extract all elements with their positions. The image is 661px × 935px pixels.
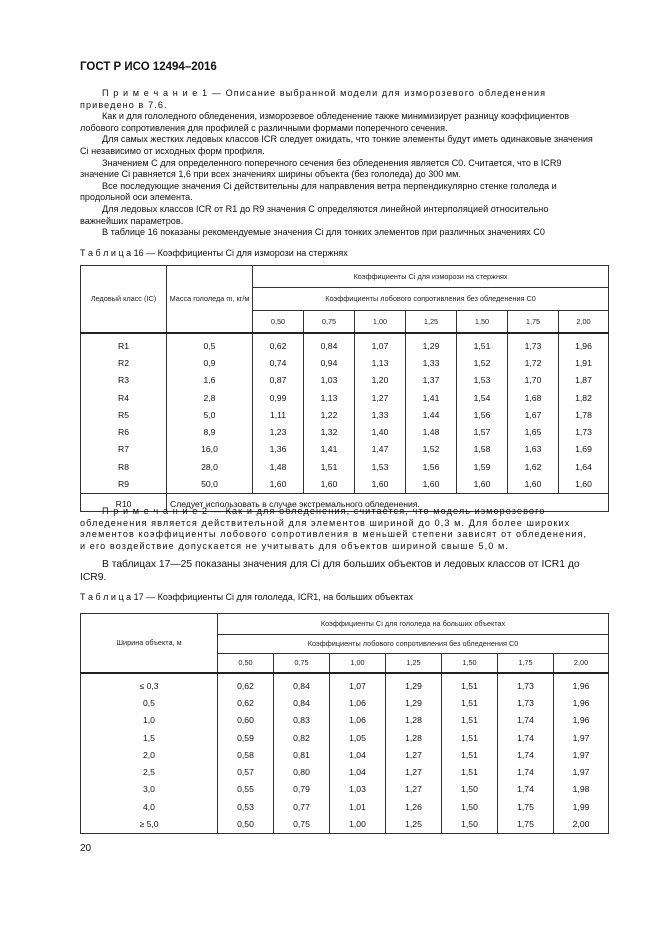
width-cell: 4,0 bbox=[81, 798, 218, 815]
mass-cell: 0,5 bbox=[167, 333, 253, 354]
table-row bbox=[81, 333, 609, 354]
ice-class-cell: R4 bbox=[81, 389, 167, 406]
coefficient-cell: 0,50 bbox=[218, 815, 274, 833]
ice-class-cell: R1 bbox=[81, 333, 167, 354]
width-cell: 1,0 bbox=[81, 712, 218, 729]
header-ice-class: Ледовый класс (IC) bbox=[81, 266, 167, 334]
coefficient-cell: 1,04 bbox=[330, 746, 386, 763]
ice-class-cell: R8 bbox=[81, 458, 167, 475]
coefficient-cell: 1,60 bbox=[304, 475, 355, 493]
table-row bbox=[81, 729, 609, 746]
coefficient-cell: 1,40 bbox=[355, 423, 406, 440]
table-row bbox=[81, 781, 609, 798]
header-group: Коэффициенты Ci для изморози на стержнях bbox=[253, 266, 609, 288]
coefficient-cell: 1,97 bbox=[554, 746, 609, 763]
intro-text bbox=[80, 88, 594, 239]
coefficient-cell: 1,29 bbox=[406, 333, 457, 354]
coefficient-cell: 1,51 bbox=[442, 746, 498, 763]
page-number: 20 bbox=[80, 843, 92, 854]
width-cell: 2,0 bbox=[81, 746, 218, 763]
coefficient-cell: 1,27 bbox=[355, 389, 406, 406]
coefficient-cell: 1,05 bbox=[330, 729, 386, 746]
header-mass: Масса гололеда m, кг/м bbox=[167, 266, 253, 334]
header-width: Ширина объекта, м bbox=[81, 614, 218, 674]
coefficient-cell: 0,74 bbox=[253, 354, 304, 371]
coefficient-cell: 1,50 bbox=[442, 815, 498, 833]
table-row bbox=[81, 372, 609, 389]
c0-value: 1,50 bbox=[442, 654, 498, 674]
coefficient-cell: 0,55 bbox=[218, 781, 274, 798]
table-row bbox=[81, 763, 609, 780]
table-16 bbox=[80, 265, 609, 512]
coefficient-cell: 1,57 bbox=[457, 423, 508, 440]
coefficient-cell: 1,29 bbox=[386, 673, 442, 694]
mass-cell: 50,0 bbox=[167, 475, 253, 493]
coefficient-cell: 1,48 bbox=[253, 458, 304, 475]
coefficient-cell: 1,52 bbox=[457, 354, 508, 371]
coefficient-cell: 1,13 bbox=[355, 354, 406, 371]
ice-class-cell: R2 bbox=[81, 354, 167, 371]
mass-cell: 28,0 bbox=[167, 458, 253, 475]
header-sub: Коэффициенты лобового сопротивления без обледенения С0 bbox=[253, 287, 609, 311]
coefficient-cell: 0,99 bbox=[253, 389, 304, 406]
coefficient-cell: 1,73 bbox=[498, 694, 554, 711]
coefficient-cell: 1,41 bbox=[304, 441, 355, 458]
coefficient-cell: 1,74 bbox=[498, 781, 554, 798]
coefficient-cell: 0,80 bbox=[274, 763, 330, 780]
table-row bbox=[81, 746, 609, 763]
coefficient-cell: 1,60 bbox=[253, 475, 304, 493]
ice-class-cell: R6 bbox=[81, 423, 167, 440]
coefficient-cell: 1,28 bbox=[386, 729, 442, 746]
coefficient-cell: 1,51 bbox=[442, 694, 498, 711]
coefficient-cell: 0,87 bbox=[253, 372, 304, 389]
coefficient-cell: 1,06 bbox=[330, 694, 386, 711]
coefficient-cell: 1,44 bbox=[406, 406, 457, 423]
coefficient-cell: 1,50 bbox=[442, 781, 498, 798]
coefficient-cell: 1,22 bbox=[304, 406, 355, 423]
c0-value: 1,25 bbox=[406, 311, 457, 333]
c0-value: 2,00 bbox=[559, 311, 609, 333]
coefficient-cell: 1,53 bbox=[355, 458, 406, 475]
coefficient-cell: 1,48 bbox=[406, 423, 457, 440]
coefficient-cell: 1,96 bbox=[554, 673, 609, 694]
c0-value: 0,50 bbox=[218, 654, 274, 674]
paragraph: Для самых жестких ледовых классов ICR следует ожидать, что тонкие элементы будут иметь одинаковые значения Ci независимо от исходных форм профиля. bbox=[80, 134, 593, 156]
coefficient-cell: 1,29 bbox=[386, 694, 442, 711]
coefficient-cell: 1,74 bbox=[498, 763, 554, 780]
coefficient-cell: 1,73 bbox=[508, 333, 559, 354]
coefficient-cell: 1,50 bbox=[442, 798, 498, 815]
header-sub: Коэффициенты лобового сопротивления без обледенения С0 bbox=[218, 635, 609, 654]
table-row bbox=[81, 673, 609, 694]
coefficient-cell: 1,52 bbox=[406, 441, 457, 458]
coefficient-cell: 1,75 bbox=[498, 798, 554, 815]
coefficient-cell: 1,47 bbox=[355, 441, 406, 458]
coefficient-cell: 1,63 bbox=[508, 441, 559, 458]
table17-caption: Т а б л и ц а 17 — Коэффициенты Ci для гололеда, ICR1, на больших объектах bbox=[80, 592, 413, 602]
coefficient-cell: 1,69 bbox=[559, 441, 609, 458]
coefficient-cell: 1,51 bbox=[442, 729, 498, 746]
c0-value: 1,00 bbox=[355, 311, 406, 333]
mass-cell: 16,0 bbox=[167, 441, 253, 458]
coefficient-cell: 1,72 bbox=[508, 354, 559, 371]
coefficient-cell: 1,41 bbox=[406, 389, 457, 406]
coefficient-cell: 1,11 bbox=[253, 406, 304, 423]
table-row bbox=[81, 815, 609, 833]
coefficient-cell: 0,82 bbox=[274, 729, 330, 746]
coefficient-cell: 1,60 bbox=[406, 475, 457, 493]
c0-value: 1,75 bbox=[498, 654, 554, 674]
coefficient-cell: 1,91 bbox=[559, 354, 609, 371]
coefficient-cell: 1,51 bbox=[304, 458, 355, 475]
coefficient-cell: 1,64 bbox=[559, 458, 609, 475]
coefficient-cell: 1,03 bbox=[304, 372, 355, 389]
coefficient-cell: 0,84 bbox=[274, 673, 330, 694]
coefficient-cell: 0,62 bbox=[218, 673, 274, 694]
table-row bbox=[81, 423, 609, 440]
ice-class-cell: R10 bbox=[81, 493, 167, 511]
coefficient-cell: 1,97 bbox=[554, 763, 609, 780]
coefficient-cell: 1,07 bbox=[355, 333, 406, 354]
coefficient-cell: 1,62 bbox=[508, 458, 559, 475]
coefficient-cell: 1,53 bbox=[457, 372, 508, 389]
coefficient-cell: 1,65 bbox=[508, 423, 559, 440]
coefficient-cell: 2,00 bbox=[554, 815, 609, 833]
paragraph: Для ледовых классов ICR от R1 до R9 значения С определяются линейной интерполяцией относительно важнейших параметров. bbox=[80, 203, 549, 226]
coefficient-cell: 1,36 bbox=[253, 441, 304, 458]
c0-value: 1,50 bbox=[457, 311, 508, 333]
coefficient-cell: 1,28 bbox=[386, 712, 442, 729]
coefficient-cell: 1,04 bbox=[330, 763, 386, 780]
coefficient-cell: 1,13 bbox=[304, 389, 355, 406]
paragraph: Значением С для определенного поперечного сечения без обледенения является С0. Считается, что в ICR9 значение Ci равняется 1,6 при всех значениях ширины объекта (без гололеда) до 300 мм. bbox=[80, 157, 562, 180]
coefficient-cell: 0,84 bbox=[304, 333, 355, 354]
coefficient-cell: 1,26 bbox=[386, 798, 442, 815]
document-title: ГОСТ Р ИСО 12494–2016 bbox=[80, 61, 217, 73]
coefficient-cell: 1,33 bbox=[355, 406, 406, 423]
table-row bbox=[81, 694, 609, 711]
width-cell: ≥ 5,0 bbox=[81, 815, 218, 833]
coefficient-cell: 0,75 bbox=[274, 815, 330, 833]
coefficient-cell: 1,01 bbox=[330, 798, 386, 815]
coefficient-cell: 1,58 bbox=[457, 441, 508, 458]
coefficient-cell: 1,51 bbox=[442, 763, 498, 780]
coefficient-cell: 1,98 bbox=[554, 781, 609, 798]
c0-value: 1,75 bbox=[508, 311, 559, 333]
coefficient-cell: 1,96 bbox=[559, 333, 609, 354]
coefficient-cell: 1,23 bbox=[253, 423, 304, 440]
mass-cell: 5,0 bbox=[167, 406, 253, 423]
coefficient-cell: 0,57 bbox=[218, 763, 274, 780]
coefficient-cell: 1,74 bbox=[498, 729, 554, 746]
coefficient-cell: 1,82 bbox=[559, 389, 609, 406]
table-row bbox=[81, 354, 609, 371]
coefficient-cell: 1,74 bbox=[498, 746, 554, 763]
coefficient-cell: 1,96 bbox=[554, 694, 609, 711]
coefficient-cell: 1,59 bbox=[457, 458, 508, 475]
coefficient-cell: 0,58 bbox=[218, 746, 274, 763]
coefficient-cell: 1,68 bbox=[508, 389, 559, 406]
coefficient-cell: 1,06 bbox=[330, 712, 386, 729]
coefficient-cell: 0,62 bbox=[253, 333, 304, 354]
coefficient-cell: 0,81 bbox=[274, 746, 330, 763]
coefficient-cell: 1,60 bbox=[457, 475, 508, 493]
table-row bbox=[81, 475, 609, 493]
width-cell: 3,0 bbox=[81, 781, 218, 798]
c0-value: 1,25 bbox=[386, 654, 442, 674]
note-1: П р и м е ч а н и е 1 — Описание выбранной модели для изморозевого обледенения приведено в 7.6. bbox=[80, 88, 547, 110]
coefficient-cell: 1,56 bbox=[406, 458, 457, 475]
coefficient-cell: 1,03 bbox=[330, 781, 386, 798]
paragraph: В таблице 16 показаны рекомендуемые значения Ci для тонких элементов при различных значениях С0 bbox=[102, 227, 545, 238]
table-row bbox=[81, 406, 609, 423]
coefficient-cell: 1,51 bbox=[457, 333, 508, 354]
coefficient-cell: 1,56 bbox=[457, 406, 508, 423]
ice-class-cell: R5 bbox=[81, 406, 167, 423]
width-cell: ≤ 0,3 bbox=[81, 673, 218, 694]
coefficient-cell: 0,53 bbox=[218, 798, 274, 815]
coefficient-cell: 0,83 bbox=[274, 712, 330, 729]
coefficient-cell: 1,51 bbox=[442, 673, 498, 694]
coefficient-cell: 1,33 bbox=[406, 354, 457, 371]
ice-class-cell: R7 bbox=[81, 441, 167, 458]
mass-cell: 0,9 bbox=[167, 354, 253, 371]
c0-value: 0,75 bbox=[304, 311, 355, 333]
coefficient-cell: 1,73 bbox=[498, 673, 554, 694]
ice-class-cell: R3 bbox=[81, 372, 167, 389]
coefficient-cell: 1,07 bbox=[330, 673, 386, 694]
coefficient-cell: 1,25 bbox=[386, 815, 442, 833]
coefficient-cell: 1,60 bbox=[355, 475, 406, 493]
ice-class-cell: R9 bbox=[81, 475, 167, 493]
coefficient-cell: 1,32 bbox=[304, 423, 355, 440]
coefficient-cell: 0,62 bbox=[218, 694, 274, 711]
coefficient-cell: 1,51 bbox=[442, 712, 498, 729]
header-group: Коэффициенты Ci для гололеда на больших объектах bbox=[218, 614, 609, 635]
table-row bbox=[81, 441, 609, 458]
table-row bbox=[81, 712, 609, 729]
paragraph: Как и для гололедного обледенения, изморозевое обледенение также минимизирует разницу коэффициентов лобового сопротивления для профилей с различными формами поперечного сечения. bbox=[80, 111, 570, 133]
coefficient-cell: 1,78 bbox=[559, 406, 609, 423]
coefficient-cell: 1,37 bbox=[406, 372, 457, 389]
coefficient-cell: 0,84 bbox=[274, 694, 330, 711]
c0-value: 0,75 bbox=[274, 654, 330, 674]
coefficient-cell: 1,60 bbox=[508, 475, 559, 493]
coefficient-cell: 1,60 bbox=[559, 475, 609, 493]
coefficient-cell: 1,54 bbox=[457, 389, 508, 406]
width-cell: 1,5 bbox=[81, 729, 218, 746]
coefficient-cell: 0,60 bbox=[218, 712, 274, 729]
c0-value: 2,00 bbox=[554, 654, 609, 674]
coefficient-cell: 1,87 bbox=[559, 372, 609, 389]
width-cell: 2,5 bbox=[81, 763, 218, 780]
coefficient-cell: 1,27 bbox=[386, 781, 442, 798]
coefficient-cell: 1,73 bbox=[559, 423, 609, 440]
coefficient-cell: 0,79 bbox=[274, 781, 330, 798]
table-17 bbox=[80, 613, 609, 834]
coefficient-cell: 1,96 bbox=[554, 712, 609, 729]
note-cell: Следует использовать в случае экстремального обледенения. bbox=[167, 493, 609, 511]
c0-value: 1,00 bbox=[330, 654, 386, 674]
coefficient-cell: 1,67 bbox=[508, 406, 559, 423]
table-row bbox=[81, 389, 609, 406]
mass-cell: 1,6 bbox=[167, 372, 253, 389]
width-cell: 0,5 bbox=[81, 694, 218, 711]
paragraph: Все последующие значения Ci действительны для направления ветра перпендикулярно стенке гололеда и продольной оси элемента. bbox=[80, 180, 557, 203]
coefficient-cell: 1,97 bbox=[554, 729, 609, 746]
coefficient-cell: 1,74 bbox=[498, 712, 554, 729]
note-2-block bbox=[80, 506, 594, 552]
coefficient-cell: 0,94 bbox=[304, 354, 355, 371]
table-row bbox=[81, 458, 609, 475]
tables-intro bbox=[80, 558, 594, 584]
note-2: П р и м е ч а н и е 2 — Как и для обледенения, считается, что модель изморозевого обледенения является действительной для элементов шириной до 0,3 м. Для более широких элементов коэффициенты лобового сопротивления в меньшей степени зависят от обледенения, и его воздействие допускается не учитывать для объектов шириной свыше 5,0 м. bbox=[80, 506, 588, 551]
coefficient-cell: 1,75 bbox=[498, 815, 554, 833]
paragraph: В таблицах 17—25 показаны значения для Ci для больших объектов и ледовых классов от ICR1 до ICR9. bbox=[80, 559, 580, 583]
coefficient-cell: 1,70 bbox=[508, 372, 559, 389]
mass-cell: 2,8 bbox=[167, 389, 253, 406]
coefficient-cell: 1,99 bbox=[554, 798, 609, 815]
coefficient-cell: 1,20 bbox=[355, 372, 406, 389]
coefficient-cell: 1,00 bbox=[330, 815, 386, 833]
coefficient-cell: 1,27 bbox=[386, 746, 442, 763]
table-row bbox=[81, 798, 609, 815]
coefficient-cell: 0,77 bbox=[274, 798, 330, 815]
c0-value: 0,50 bbox=[253, 311, 304, 333]
coefficient-cell: 0,59 bbox=[218, 729, 274, 746]
mass-cell: 8,9 bbox=[167, 423, 253, 440]
table16-caption: Т а б л и ц а 16 — Коэффициенты Ci для изморози на стержнях bbox=[80, 248, 348, 258]
coefficient-cell: 1,27 bbox=[386, 763, 442, 780]
